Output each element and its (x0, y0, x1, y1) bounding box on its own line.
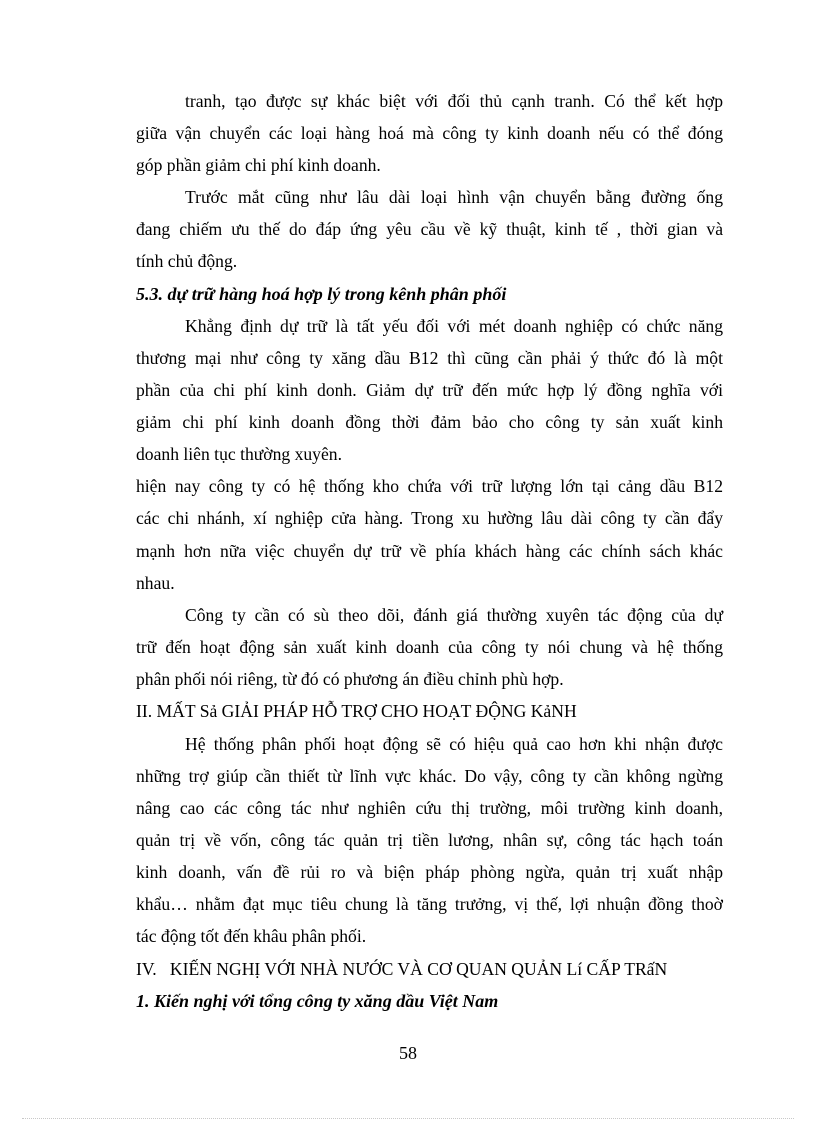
text-line: doanh liên tục thường xuyên. (136, 444, 342, 464)
text-line: phân phối nói riêng, từ đó có phương án điều chỉnh phù hợp. (136, 669, 564, 689)
text-line: góp phần giảm chi phí kinh doanh. (136, 155, 381, 175)
text-line: Trước mắt cũng như lâu dài loại hình vận chuyển bằng đường ống (185, 187, 723, 207)
text-line: mạnh hơn nữa việc chuyển dự trữ về phía khách hàng các chính sách khác (136, 541, 723, 561)
text-line: tính chủ động. (136, 251, 238, 271)
page-border-line (22, 1118, 794, 1119)
text-line: phần của chi phí kinh donh. Giảm dự trữ đến mức hợp lý đồng nghĩa với (136, 380, 723, 400)
section-heading: 1. Kiến nghị với tổng công ty xăng dầu Việt Nam (136, 991, 499, 1011)
section-heading: IV. KIẾN NGHỊ VỚI NHÀ NƯỚC VÀ CƠ QUAN QUẢN Lí CẤP TRấN (136, 959, 668, 979)
page-number: 58 (399, 1043, 417, 1063)
text-line: trữ đến hoạt động sản xuất kinh doanh của công ty nói chung và hệ thống (136, 637, 723, 657)
text-line: tranh, tạo được sự khác biệt với đối thủ cạnh tranh. Có thể kết hợp (185, 91, 723, 111)
text-line: thương mại như công ty xăng dầu B12 thì cũng cần phải ý thức đó là một (136, 348, 723, 368)
text-line: giữa vận chuyển các loại hàng hoá mà công ty kinh doanh nếu có thể đóng (136, 123, 723, 143)
section-heading: II. MẤT Sả GIẢI PHÁP HỖ TRỢ CHO HOẠT ĐỘNG KảNH (136, 701, 577, 721)
section-heading: 5.3. dự trữ hàng hoá hợp lý trong kênh phân phối (136, 284, 507, 304)
text-line: các chi nhánh, xí nghiệp cửa hàng. Trong xu hường lâu dài công ty cần đẩy (136, 508, 723, 528)
text-line: giảm chi phí kinh doanh đồng thời đảm bảo cho công ty sản xuất kinh (136, 412, 723, 432)
text-line: Công ty cần có sù theo dõi, đánh giá thường xuyên tác động của dự (185, 605, 723, 625)
text-line: những trợ giúp cần thiết từ lĩnh vực khác. Do vậy, công ty cần không ngừng (136, 766, 723, 786)
text-line: hiện nay công ty có hệ thống kho chứa với trữ lượng lớn tại cảng dầu B12 (136, 476, 723, 496)
text-line: nâng cao các công tác như nghiên cứu thị trường, môi trường kinh doanh, (136, 798, 723, 818)
text-line: khẩu… nhằm đạt mục tiêu chung là tăng trưởng, vị thế, lợi nhuận đồng thoờ (136, 894, 723, 914)
text-line: kinh doanh, vấn đề rủi ro và biện pháp phòng ngừa, quản trị xuất nhập (136, 862, 723, 882)
text-line: Khẳng định dự trữ là tất yếu đối với mét doanh nghiệp có chức năng (185, 316, 723, 336)
text-line: nhau. (136, 573, 175, 593)
text-line: đang chiếm ưu thế do đáp ứng yêu cầu về kỹ thuật, kinh tế , thời gian và (136, 219, 723, 239)
text-line: tác động tốt đến khâu phân phối. (136, 926, 367, 946)
text-line: quản trị về vốn, công tác quản trị tiền lương, nhân sự, công tác hạch toán (136, 830, 723, 850)
text-line: Hệ thống phân phối hoạt động sẽ có hiệu quả cao hơn khi nhận được (185, 734, 723, 754)
